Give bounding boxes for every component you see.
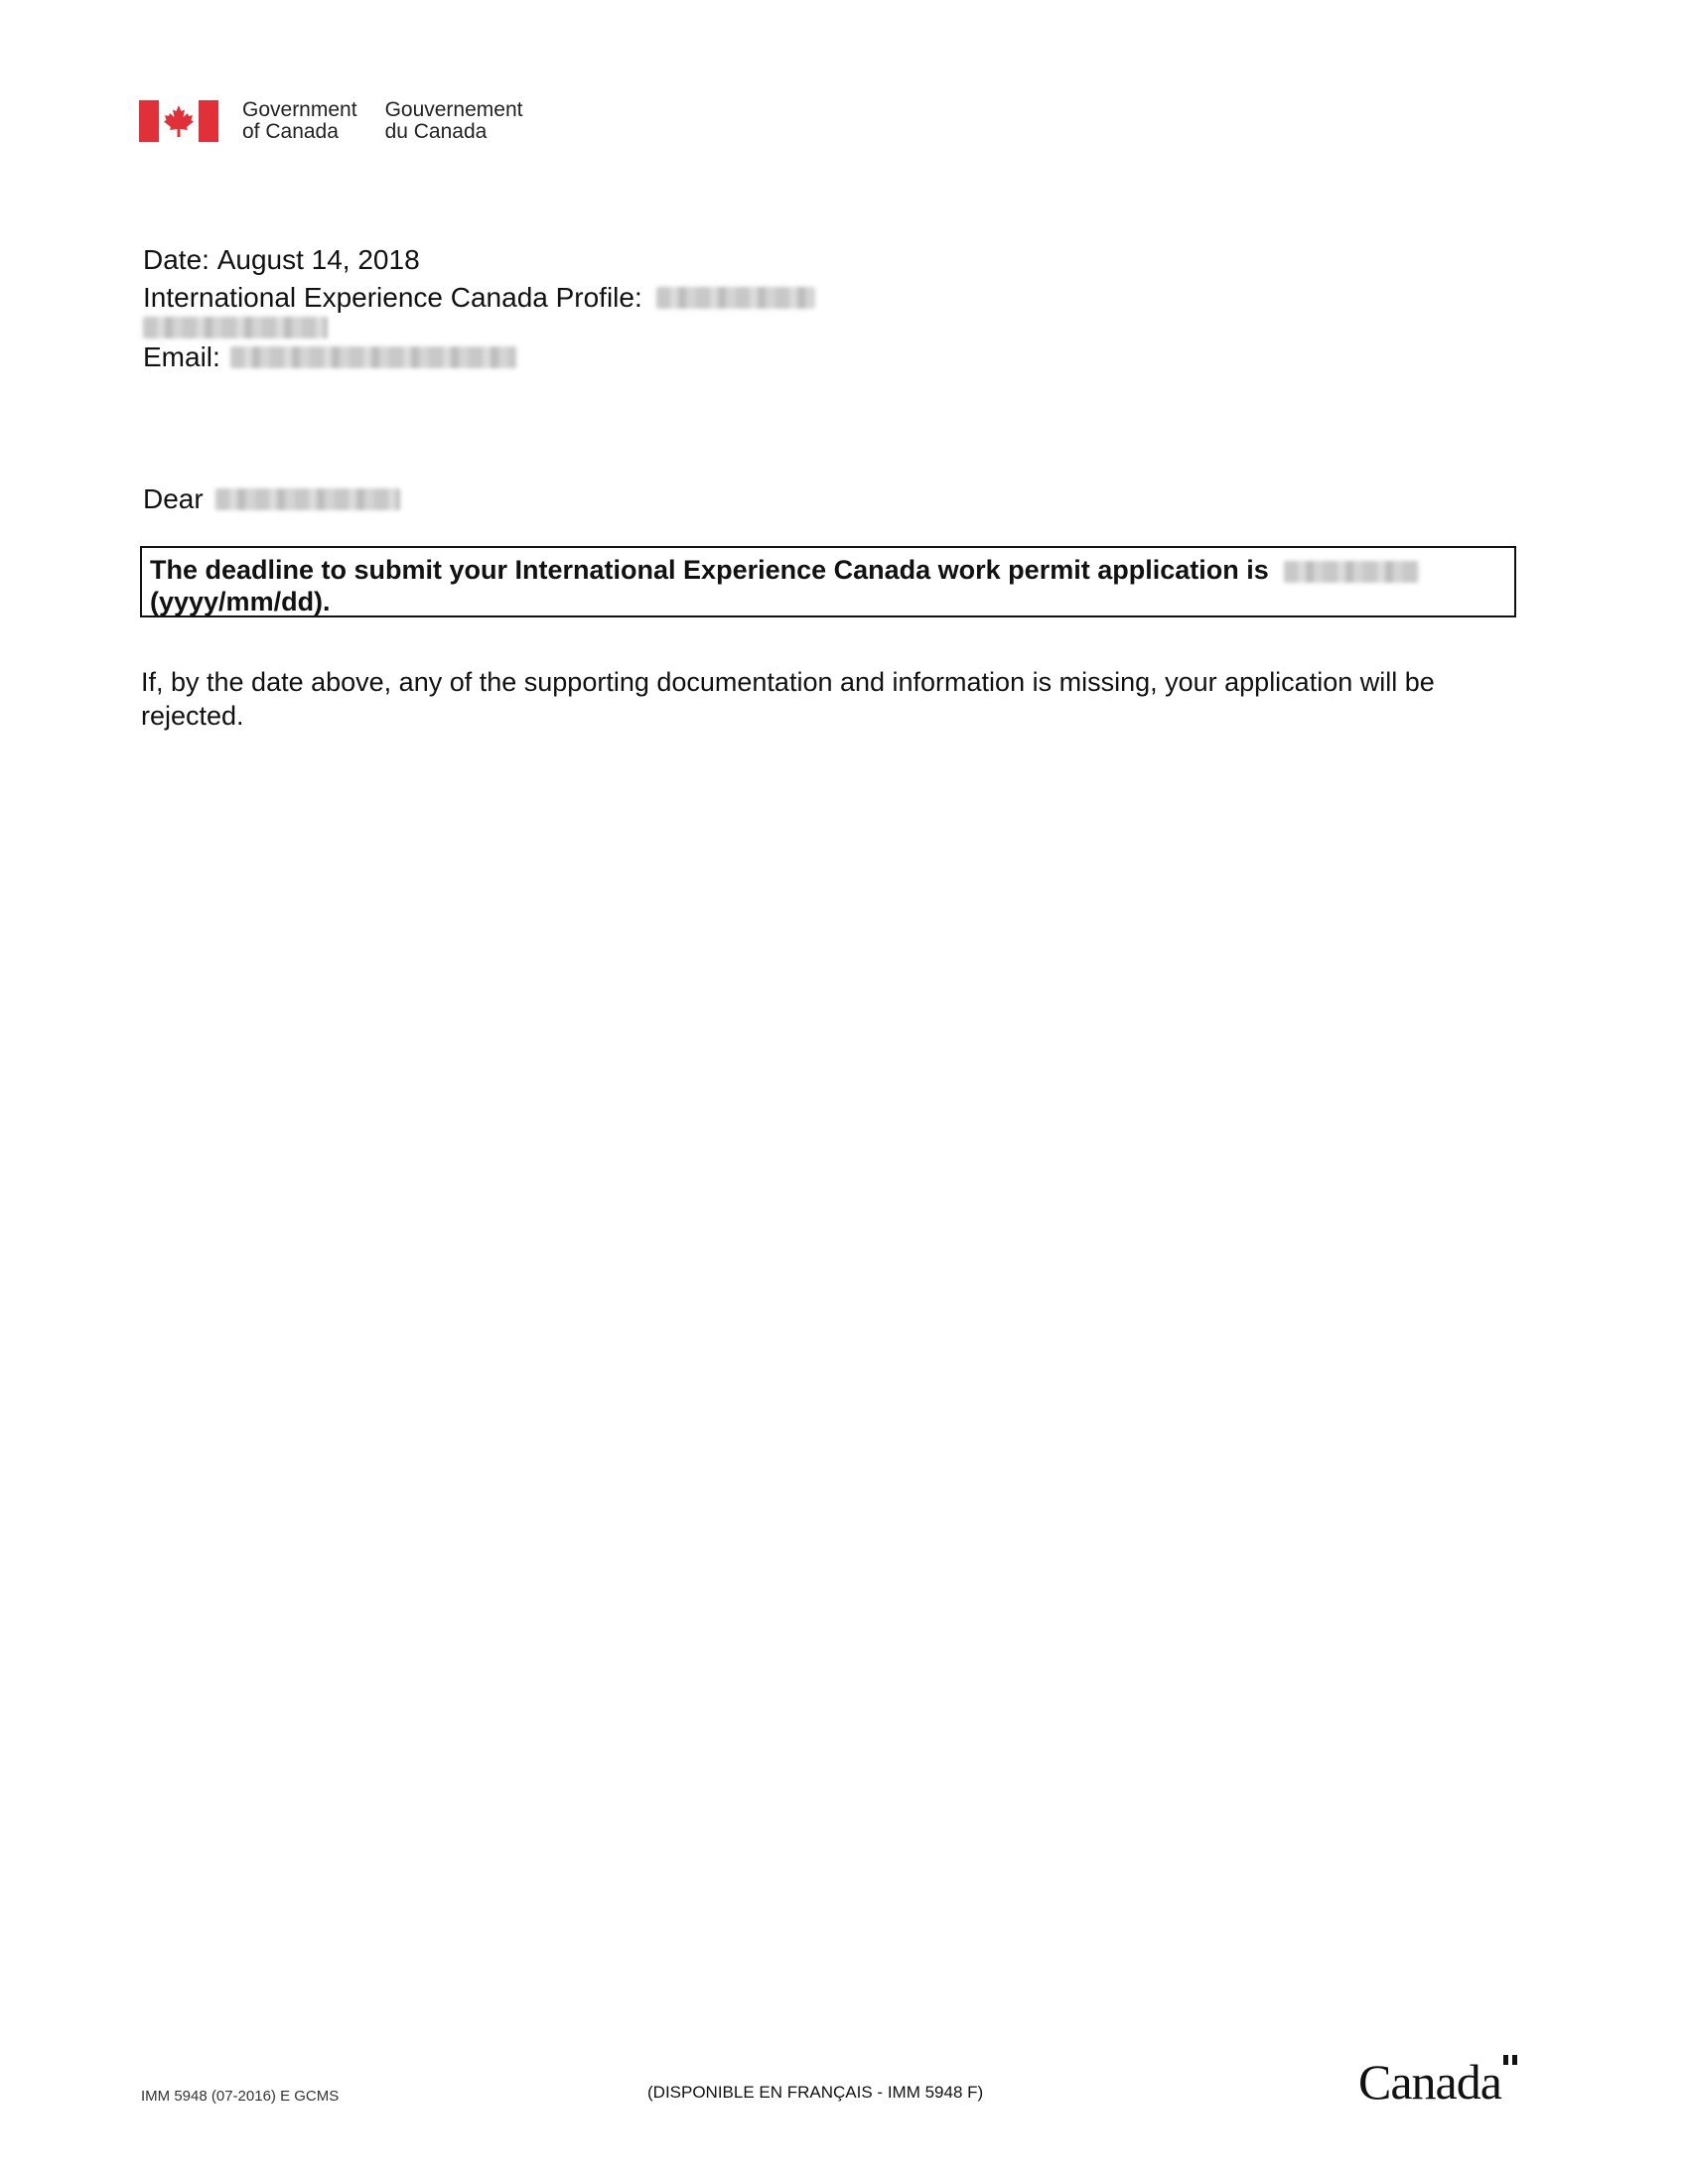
gouvernement-du-canada-label: Gouvernement du Canada [384, 98, 523, 143]
profile-label: International Experience Canada Profile: [143, 282, 642, 313]
name-line [143, 317, 815, 339]
redacted-deadline-date [1284, 561, 1419, 583]
email-line [143, 339, 815, 376]
redacted-email [230, 346, 516, 368]
form-code: IMM 5948 (07-2016) E GCMS [141, 2088, 340, 2105]
deadline-notice [140, 546, 1516, 617]
redacted-profile-number [656, 287, 815, 309]
redacted-applicant-name [143, 317, 328, 339]
redacted-recipient-name [215, 488, 400, 510]
salutation-label: Dear [143, 483, 204, 514]
canada-wordmark: Canada [1358, 2054, 1501, 2110]
date-line [143, 241, 815, 279]
government-of-canada-label: Government of Canada [242, 98, 357, 143]
profile-line [143, 279, 815, 317]
government-signature [139, 99, 522, 143]
wordmark-flag-icon [1503, 2055, 1517, 2065]
body-paragraph: If, by the date above, any of the supporting documentation and information is missing, your application will be rejected. [141, 667, 1435, 731]
canada-flag-icon [139, 100, 218, 142]
deadline-format: (yyyy/mm/dd). [150, 587, 331, 616]
email-label: Email: [143, 341, 220, 372]
french-availability-note: (DISPONIBLE EN FRANÇAIS - IMM 5948 F) [647, 2083, 984, 2102]
date-label: Date: [143, 244, 217, 275]
date-value: August 14, 2018 [216, 244, 420, 275]
deadline-text: The deadline to submit your International Experience Canada work permit application is [150, 555, 1269, 585]
letter-info [143, 241, 815, 376]
salutation [143, 480, 400, 518]
